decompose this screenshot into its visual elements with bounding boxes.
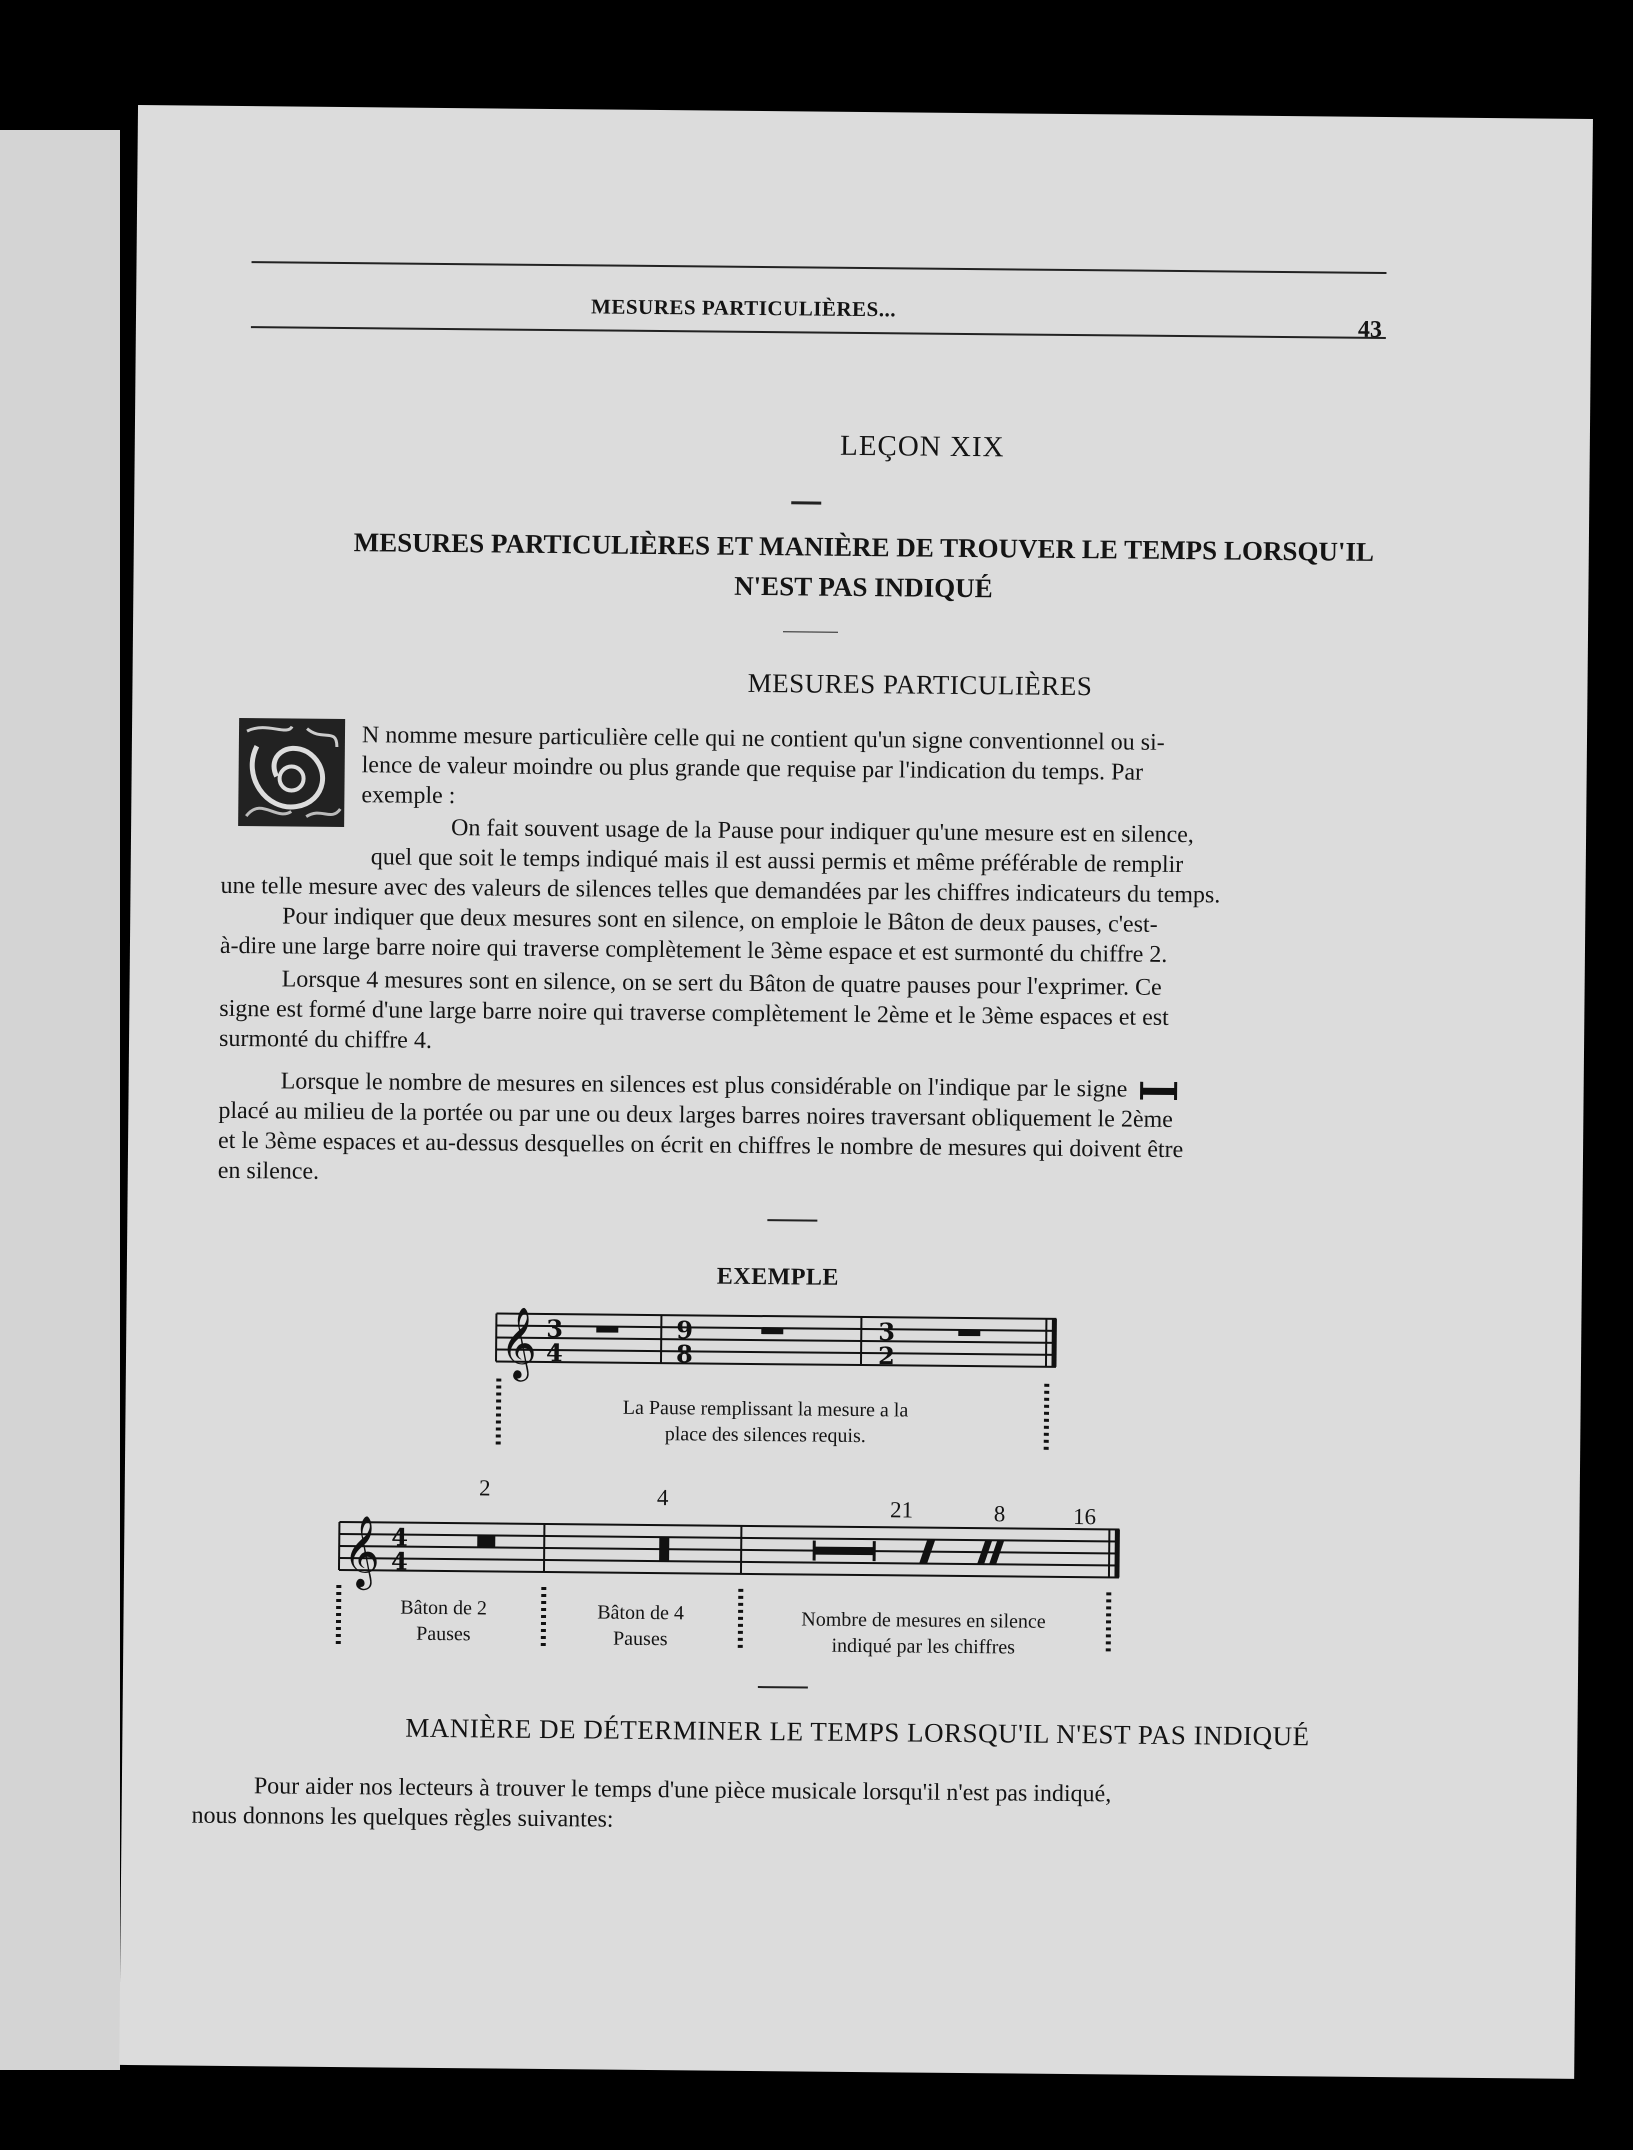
running-title: MESURES PARTICULIÈRES... bbox=[591, 294, 897, 322]
timesig-4-bottom: 4 bbox=[390, 1546, 408, 1576]
p1-line2: lence de valeur moindre ou plus grande que requise par l'indication du temps. Par bbox=[361, 752, 1144, 786]
paragraph-1 bbox=[361, 720, 1502, 821]
heading-divider bbox=[783, 631, 838, 633]
page-number: 43 bbox=[1357, 316, 1383, 343]
timesig-2-bottom: 8 bbox=[675, 1339, 693, 1369]
paragraph-4 bbox=[219, 964, 1500, 1066]
timesig-3-top: 3 bbox=[878, 1317, 896, 1347]
main-heading-line1: MESURES PARTICULIÈRES ET MANIÈRE DE TROUVER LE TEMPS LORSQU'IL bbox=[353, 527, 1375, 567]
p1-line3: exemple : bbox=[361, 782, 456, 810]
p3-line1: Pour indiquer que deux mesures sont en silence, on emploie le Bâton de deux pauses, c'est- bbox=[282, 903, 1158, 938]
two-bar-rest bbox=[477, 1535, 495, 1547]
p4-line2: signe est formé d'une large barre noire qui traverse complètement le 2ème et le 3ème espaces et est bbox=[219, 995, 1169, 1031]
timesig-1-top: 3 bbox=[546, 1313, 564, 1344]
section-heading-maniere: MANIÈRE DE DÉTERMINER LE TEMPS LORSQU'IL N'EST PAS INDIQUÉ bbox=[405, 1712, 1310, 1752]
example-divider bbox=[767, 1219, 817, 1221]
staff-2-caption-2 bbox=[555, 1599, 725, 1653]
caption-1-line1: Bâton de 2 bbox=[400, 1596, 488, 1620]
p5-line2: placé au milieu de la portée ou par une ou deux larges barres noires traversant obliquement le 2ème bbox=[218, 1097, 1173, 1133]
staff-1 bbox=[486, 1303, 1067, 1389]
staff-2-number-21: 21 bbox=[889, 1497, 914, 1523]
treble-clef-icon-2: 𝄞 bbox=[342, 1514, 381, 1588]
p1-line1: N nomme mesure particulière celle qui ne contient qu'un signe conventionnel ou si- bbox=[361, 722, 1165, 756]
staff-1-caption-line1: La Pause remplissant la mesure a la bbox=[622, 1396, 909, 1422]
staff-2-caption-3 bbox=[748, 1606, 1098, 1661]
lesson-title: LEÇON XIX bbox=[839, 429, 1005, 464]
section2-divider bbox=[758, 1686, 808, 1688]
paragraph-5 bbox=[218, 1066, 1499, 1198]
paragraph-2 bbox=[220, 811, 1501, 913]
whole-rest-3 bbox=[958, 1330, 980, 1336]
previous-page-edge bbox=[0, 130, 120, 2070]
timesig-2-top: 9 bbox=[676, 1315, 694, 1345]
staff-2-number-2: 2 bbox=[478, 1475, 491, 1501]
p2-line3: une telle mesure avec des valeurs de silences telles que demandées par les chiffres indicateurs du temps. bbox=[220, 872, 1221, 909]
timesig-4-top: 4 bbox=[391, 1522, 409, 1552]
s2-p1-line1: Pour aider nos lecteurs à trouver le temps d'une pièce musicale lorsqu'il n'est pas indiqué, bbox=[253, 1773, 1112, 1808]
staff-2-number-8: 8 bbox=[993, 1501, 1006, 1527]
whole-rest-2 bbox=[761, 1328, 783, 1334]
header-rule-top bbox=[252, 261, 1387, 274]
p2-line2: quel que soit le temps indiqué mais il est aussi permis et même préférable de remplir bbox=[370, 844, 1184, 879]
staff-1-caption bbox=[545, 1394, 985, 1450]
p5-line4: en silence. bbox=[217, 1157, 320, 1185]
staff-2-caption-1 bbox=[353, 1594, 533, 1648]
paragraph-3 bbox=[220, 901, 1501, 973]
p5-line3: et le 3ème espaces et au-dessus desquelles on écrit en chiffres le nombre de mesures qui doivent être bbox=[217, 1127, 1184, 1164]
multirest-21 bbox=[814, 1541, 874, 1562]
timesig-1-bottom: 4 bbox=[545, 1337, 563, 1368]
p4-line1: Lorsque 4 mesures sont en silence, on se sert du Bâton de quatre pauses pour l'exprimer. Ce bbox=[281, 966, 1162, 1001]
p5-line1-text: Lorsque le nombre de mesures en silences est plus considérable on l'indique par le signe bbox=[280, 1068, 1128, 1103]
whole-rest-1 bbox=[596, 1326, 618, 1332]
caption-3-line1: Nombre de mesures en silence bbox=[801, 1608, 1046, 1633]
caption-2-line2: Pauses bbox=[612, 1627, 668, 1651]
staff-1-caption-line2: place des silences requis. bbox=[664, 1423, 866, 1448]
caption-3-line2: indiqué par les chiffres bbox=[831, 1634, 1016, 1659]
four-bar-rest bbox=[659, 1537, 669, 1561]
timesig-3-bottom: 2 bbox=[877, 1341, 895, 1371]
example-label: EXEMPLE bbox=[716, 1263, 840, 1291]
main-heading bbox=[223, 521, 1504, 613]
staff-2-number-4: 4 bbox=[656, 1485, 669, 1511]
p4-line3: surmonté du chiffre 4. bbox=[218, 1025, 433, 1054]
book-page bbox=[119, 105, 1593, 2079]
section2-paragraph bbox=[191, 1771, 1492, 1843]
title-divider bbox=[791, 501, 821, 504]
caption-1-line2-text: Pauses bbox=[416, 1622, 471, 1646]
treble-clef-icon: 𝄞 bbox=[499, 1305, 538, 1379]
p2-line1: On fait souvent usage de la Pause pour indiquer qu'une mesure est en silence, bbox=[450, 815, 1194, 849]
p3-line2: à-dire une large barre noire qui traverse complètement le 3ème espace et est surmonté du chiffre 2. bbox=[219, 932, 1168, 968]
caption-2-line1: Bâton de 4 bbox=[597, 1601, 685, 1625]
multirest-sign-icon bbox=[1139, 1082, 1177, 1100]
s2-p1-line2: nous donnons les quelques règles suivantes: bbox=[191, 1802, 614, 1833]
section-heading-mesures: MESURES PARTICULIÈRES bbox=[747, 667, 1093, 702]
main-heading-line2: N'EST PAS INDIQUÉ bbox=[734, 570, 993, 604]
staff-2-number-16: 16 bbox=[1072, 1504, 1097, 1530]
header-rule-bottom bbox=[251, 326, 1386, 339]
